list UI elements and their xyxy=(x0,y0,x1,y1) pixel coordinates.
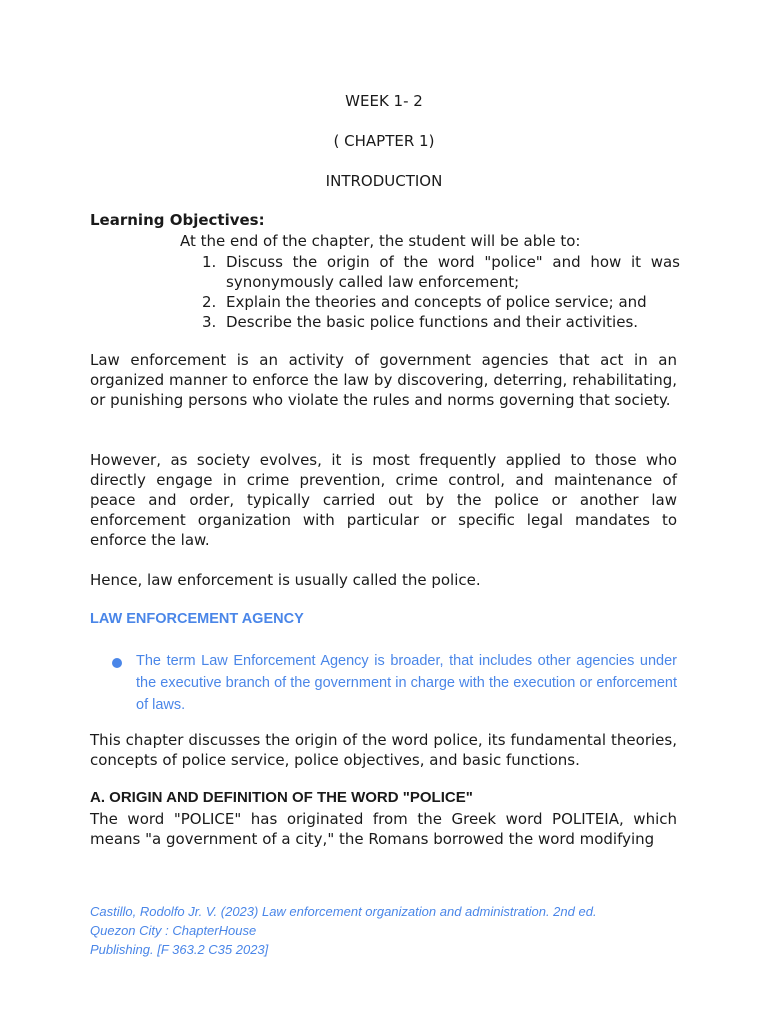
agency-bullet xyxy=(112,650,677,716)
citation-line: Publishing. [F 363.2 C35 2023] xyxy=(90,942,269,957)
objective-item xyxy=(196,252,680,292)
objective-number: 2. xyxy=(202,293,217,311)
objectives-title: Learning Objectives: xyxy=(90,211,265,229)
objective-number: 1. xyxy=(202,253,217,271)
week-label: WEEK 1- 2 xyxy=(345,92,423,110)
paragraph-society-evolves: However, as society evolves, it is most frequently applied to those who directly engage in crime prevention, crime control, and maintenance of peace and order, typically carried out by the police or another law enforcement organization with particular or specific legal mandates to enforce the law. xyxy=(90,451,677,549)
objective-number: 3. xyxy=(202,313,217,331)
objective-item xyxy=(196,312,680,332)
paragraph-hence: Hence, law enforcement is usually called the police. xyxy=(90,571,481,589)
objective-text: Explain the theories and concepts of police service; and xyxy=(226,293,647,311)
agency-heading: LAW ENFORCEMENT AGENCY xyxy=(90,611,304,627)
page-title: INTRODUCTION xyxy=(325,172,443,190)
citation-line: Quezon City : ChapterHouse xyxy=(90,923,257,938)
chapter-label: ( CHAPTER 1) xyxy=(333,132,435,150)
citation-line: Castillo, Rodolfo Jr. V. (2023) Law enforcement organization and administration. 2nd ed. xyxy=(90,904,597,919)
objective-text: Discuss the origin of the word "police" and how it was synonymously called law enforcement; xyxy=(226,253,680,291)
objective-text: Describe the basic police functions and their activities. xyxy=(226,313,639,331)
objectives-list xyxy=(196,252,680,332)
objective-item xyxy=(196,292,680,312)
paragraph-origin: The word "POLICE" has originated from the Greek word POLITEIA, which means "a government of a city," the Romans borrowed the word modifying xyxy=(90,810,677,848)
citation xyxy=(90,902,650,959)
bullet-dot-icon xyxy=(112,658,122,668)
section-a-heading: A. ORIGIN AND DEFINITION OF THE WORD "POLICE" xyxy=(90,789,473,806)
paragraph-law-enforcement: Law enforcement is an activity of government agencies that act in an organized manner to enforce the law by discovering, deterring, rehabilitating, or punishing persons who violate the rules and norms governing that society. xyxy=(90,351,677,409)
objectives-intro: At the end of the chapter, the student will be able to: xyxy=(180,232,581,250)
agency-bullet-text: The term Law Enforcement Agency is broader, that includes other agencies under the executive branch of the government in charge with the execution or enforcement of laws. xyxy=(136,653,677,713)
paragraph-chapter-discusses: This chapter discusses the origin of the word police, its fundamental theories, concepts of police service, police objectives, and basic functions. xyxy=(90,731,677,769)
